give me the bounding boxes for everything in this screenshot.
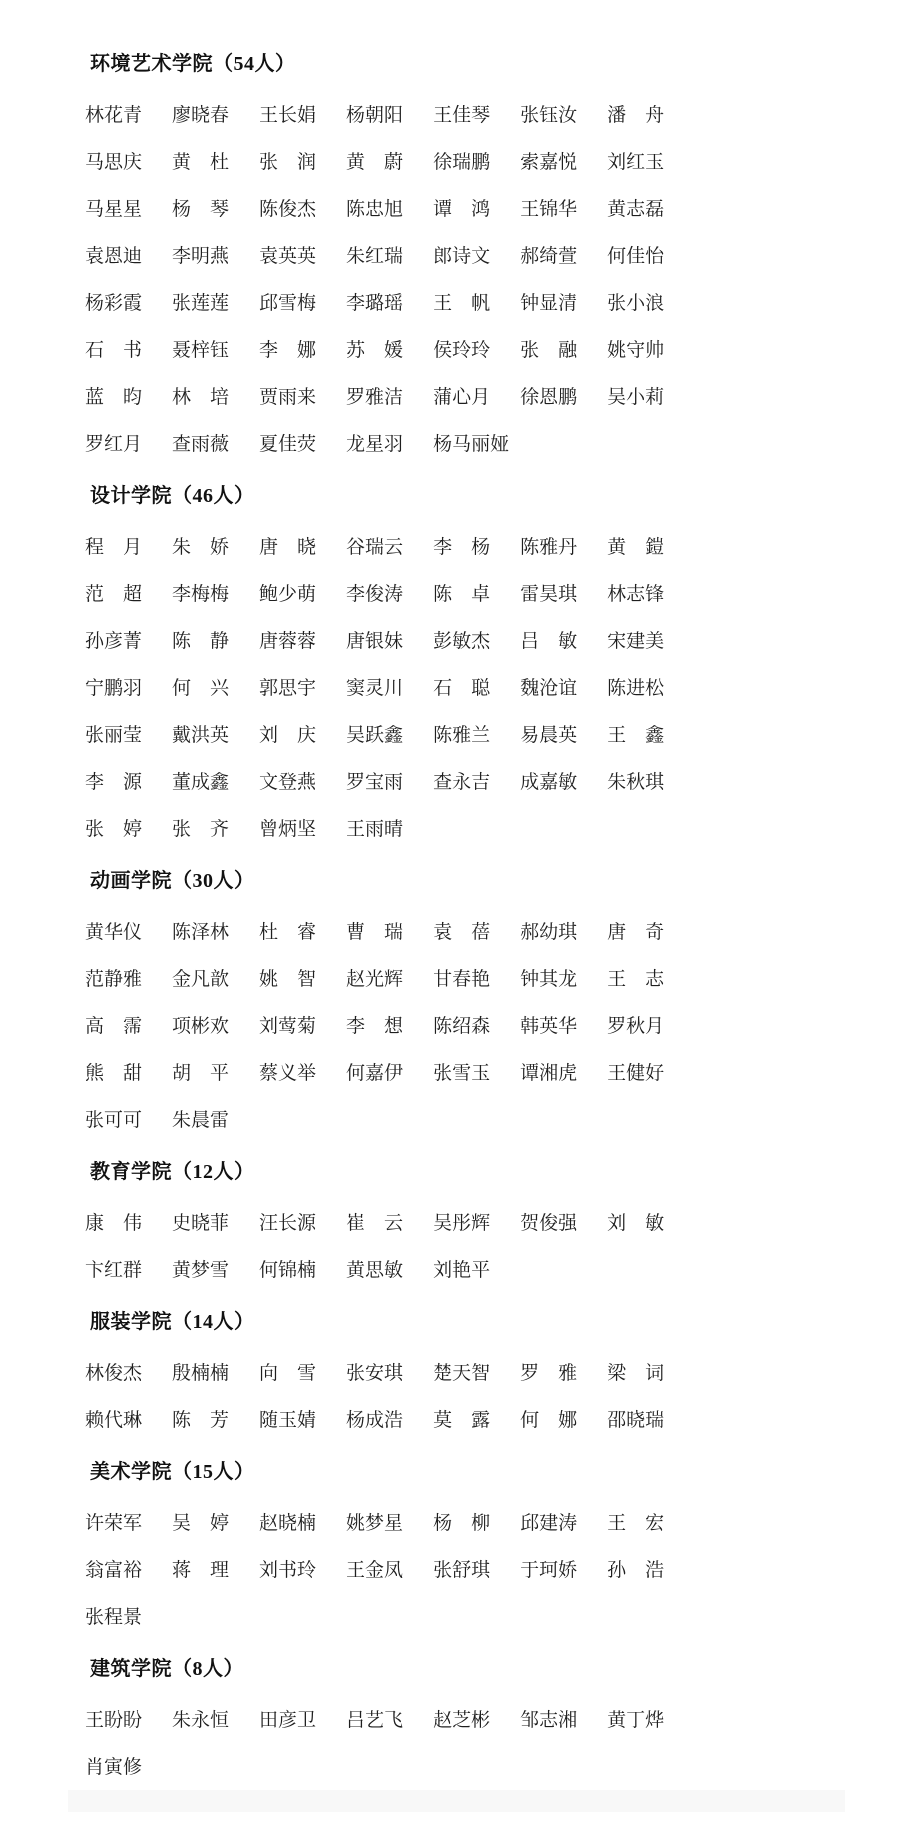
name-row	[85, 663, 850, 710]
person-name: 赵晓楠	[259, 1513, 317, 1534]
person-name: 黄 鎧	[607, 537, 665, 558]
person-name: 莫 露	[433, 1410, 491, 1431]
person-name: 殷楠楠	[172, 1363, 230, 1384]
person-name: 姚 智	[259, 969, 317, 990]
person-name: 蓝 昀	[85, 387, 143, 408]
person-name: 吕艺飞	[346, 1710, 404, 1731]
person-name: 曹 瑞	[346, 922, 404, 943]
person-name: 谷瑞云	[346, 537, 404, 558]
person-name: 康 伟	[85, 1213, 143, 1234]
person-name: 袁 蓓	[433, 922, 491, 943]
person-name: 张 婷	[85, 819, 143, 840]
person-name: 王 志	[607, 969, 665, 990]
person-name: 王 鑫	[607, 725, 665, 746]
person-name: 查雨薇	[172, 434, 230, 455]
person-name: 陈进松	[607, 678, 665, 699]
person-name: 罗 雅	[520, 1363, 578, 1384]
person-name: 黄 杜	[172, 152, 230, 173]
person-name: 陈 芳	[172, 1410, 230, 1431]
person-name: 吕 敏	[520, 631, 578, 652]
person-name: 林志锋	[607, 584, 665, 605]
person-name: 孙 浩	[607, 1560, 665, 1581]
person-name: 刘书玲	[259, 1560, 317, 1581]
person-name: 聂梓钰	[172, 340, 230, 361]
person-name: 向 雪	[259, 1363, 317, 1384]
person-name: 张 润	[259, 152, 317, 173]
name-row	[85, 1245, 850, 1292]
name-row	[85, 278, 850, 325]
person-name: 谭 鸿	[433, 199, 491, 220]
college-section	[85, 1158, 850, 1292]
person-name: 陈泽林	[172, 922, 230, 943]
person-name: 朱永恒	[172, 1710, 230, 1731]
college-section	[85, 1655, 850, 1789]
person-name: 张安琪	[346, 1363, 404, 1384]
person-name: 翁富裕	[85, 1560, 143, 1581]
person-name: 鲍少萌	[259, 584, 317, 605]
person-name: 姚守帅	[607, 340, 665, 361]
person-name: 崔 云	[346, 1213, 404, 1234]
name-row	[85, 1742, 850, 1789]
person-name: 许荣军	[85, 1513, 143, 1534]
person-name: 袁恩迪	[85, 246, 143, 267]
person-name: 钟其龙	[520, 969, 578, 990]
person-name: 郝绮萱	[520, 246, 578, 267]
person-name: 曾炳坚	[259, 819, 317, 840]
person-name: 侯玲玲	[433, 340, 491, 361]
name-row	[85, 616, 850, 663]
person-name: 宋建美	[607, 631, 665, 652]
person-name: 贾雨来	[259, 387, 317, 408]
person-name: 林俊杰	[85, 1363, 143, 1384]
person-name: 罗秋月	[607, 1016, 665, 1037]
person-name: 楚天智	[433, 1363, 491, 1384]
person-name: 石 聪	[433, 678, 491, 699]
name-row	[85, 954, 850, 1001]
person-name: 苏 媛	[346, 340, 404, 361]
person-name: 朱 娇	[172, 537, 230, 558]
college-section	[85, 1308, 850, 1442]
name-row	[85, 372, 850, 419]
person-name: 黄丁烨	[607, 1710, 665, 1731]
person-name: 李 想	[346, 1016, 404, 1037]
section-title: 美术学院（15人）	[90, 1461, 255, 1483]
name-row	[85, 1695, 850, 1742]
name-row	[85, 569, 850, 616]
person-name: 陈雅丹	[520, 537, 578, 558]
college-section	[85, 50, 850, 466]
person-name: 李 杨	[433, 537, 491, 558]
name-row	[85, 1198, 850, 1245]
person-name: 甘春艳	[433, 969, 491, 990]
person-name: 文登燕	[259, 772, 317, 793]
person-name: 肖寅修	[85, 1757, 143, 1778]
section-title: 环境艺术学院（54人）	[90, 53, 296, 75]
person-name: 何嘉伊	[346, 1063, 404, 1084]
person-name: 蒋 理	[172, 1560, 230, 1581]
person-name: 刘艳平	[433, 1260, 491, 1281]
person-name: 姚梦星	[346, 1513, 404, 1534]
person-name: 陈雅兰	[433, 725, 491, 746]
person-name: 唐 晓	[259, 537, 317, 558]
person-name: 赵芝彬	[433, 1710, 491, 1731]
person-name: 戴洪英	[172, 725, 230, 746]
section-title: 教育学院（12人）	[90, 1161, 255, 1183]
person-name: 唐 奇	[607, 922, 665, 943]
person-name: 杨成浩	[346, 1410, 404, 1431]
name-row	[85, 1395, 850, 1442]
person-name: 朱晨雷	[172, 1110, 230, 1131]
person-name: 于珂娇	[520, 1560, 578, 1581]
person-name: 何 娜	[520, 1410, 578, 1431]
person-name: 罗宝雨	[346, 772, 404, 793]
person-name: 林 培	[172, 387, 230, 408]
person-name: 吴跃鑫	[346, 725, 404, 746]
person-name: 吴彤辉	[433, 1213, 491, 1234]
college-section	[85, 1458, 850, 1639]
person-name: 唐银妹	[346, 631, 404, 652]
person-name: 李俊涛	[346, 584, 404, 605]
person-name: 马思庆	[85, 152, 143, 173]
person-name: 邹志湘	[520, 1710, 578, 1731]
person-name: 蒲心月	[433, 387, 491, 408]
person-name: 赵光辉	[346, 969, 404, 990]
person-name: 夏佳荧	[259, 434, 317, 455]
person-name: 李璐瑶	[346, 293, 404, 314]
name-row	[85, 1498, 850, 1545]
college-section	[85, 482, 850, 851]
name-row	[85, 757, 850, 804]
person-name: 查永吉	[433, 772, 491, 793]
person-name: 张丽莹	[85, 725, 143, 746]
name-row	[85, 1095, 850, 1142]
person-name: 赖代琳	[85, 1410, 143, 1431]
person-name: 刘红玉	[607, 152, 665, 173]
person-name: 郭思宇	[259, 678, 317, 699]
person-name: 张钰汝	[520, 105, 578, 126]
person-name: 王盼盼	[85, 1710, 143, 1731]
person-name: 彭敏杰	[433, 631, 491, 652]
person-name: 李 娜	[259, 340, 317, 361]
person-name: 邱建涛	[520, 1513, 578, 1534]
person-name: 杨彩霞	[85, 293, 143, 314]
section-title: 动画学院（30人）	[90, 870, 255, 892]
person-name: 刘莺菊	[259, 1016, 317, 1037]
person-name: 张 齐	[172, 819, 230, 840]
person-name: 黄梦雪	[172, 1260, 230, 1281]
person-name: 杨马丽娅	[433, 434, 510, 455]
person-name: 李明燕	[172, 246, 230, 267]
person-name: 王长娟	[259, 105, 317, 126]
person-name: 刘 敏	[607, 1213, 665, 1234]
person-name: 何 兴	[172, 678, 230, 699]
name-row	[85, 1348, 850, 1395]
person-name: 杨 琴	[172, 199, 230, 220]
person-name: 谭湘虎	[520, 1063, 578, 1084]
person-name: 黄 蔚	[346, 152, 404, 173]
person-name: 张小浪	[607, 293, 665, 314]
name-row	[85, 325, 850, 372]
person-name: 董成鑫	[172, 772, 230, 793]
person-name: 杜 睿	[259, 922, 317, 943]
person-name: 陈 卓	[433, 584, 491, 605]
person-name: 廖晓春	[172, 105, 230, 126]
name-row	[85, 419, 850, 466]
person-name: 徐恩鹏	[520, 387, 578, 408]
person-name: 张莲莲	[172, 293, 230, 314]
person-name: 魏沧谊	[520, 678, 578, 699]
college-name-lists	[85, 50, 850, 1789]
person-name: 王金凤	[346, 1560, 404, 1581]
person-name: 郝幼琪	[520, 922, 578, 943]
person-name: 张程景	[85, 1607, 143, 1628]
person-name: 高 霈	[85, 1016, 143, 1037]
name-row	[85, 907, 850, 954]
name-row	[85, 804, 850, 851]
name-row	[85, 522, 850, 569]
person-name: 朱秋琪	[607, 772, 665, 793]
footer-highlight-band	[68, 1790, 845, 1812]
name-row	[85, 137, 850, 184]
person-name: 唐蓉蓉	[259, 631, 317, 652]
person-name: 张可可	[85, 1110, 143, 1131]
person-name: 罗红月	[85, 434, 143, 455]
person-name: 随玉婧	[259, 1410, 317, 1431]
college-section	[85, 867, 850, 1142]
name-row	[85, 231, 850, 278]
person-name: 林花青	[85, 105, 143, 126]
person-name: 潘 舟	[607, 105, 665, 126]
person-name: 王 宏	[607, 1513, 665, 1534]
person-name: 陈绍森	[433, 1016, 491, 1037]
person-name: 蔡义举	[259, 1063, 317, 1084]
person-name: 黄华仪	[85, 922, 143, 943]
person-name: 杨 柳	[433, 1513, 491, 1534]
person-name: 贺俊强	[520, 1213, 578, 1234]
person-name: 胡 平	[172, 1063, 230, 1084]
person-name: 雷昊琪	[520, 584, 578, 605]
person-name: 史晓菲	[172, 1213, 230, 1234]
person-name: 窦灵川	[346, 678, 404, 699]
person-name: 石 书	[85, 340, 143, 361]
section-title: 设计学院（46人）	[90, 485, 255, 507]
person-name: 陈 静	[172, 631, 230, 652]
person-name: 李 源	[85, 772, 143, 793]
person-name: 吴小莉	[607, 387, 665, 408]
section-title: 服装学院（14人）	[90, 1311, 255, 1333]
person-name: 陈忠旭	[346, 199, 404, 220]
person-name: 李梅梅	[172, 584, 230, 605]
name-row	[85, 1048, 850, 1095]
person-name: 吴 婷	[172, 1513, 230, 1534]
person-name: 卞红群	[85, 1260, 143, 1281]
person-name: 熊 甜	[85, 1063, 143, 1084]
person-name: 范静雅	[85, 969, 143, 990]
section-title: 建筑学院（8人）	[90, 1658, 244, 1680]
person-name: 刘 庆	[259, 725, 317, 746]
person-name: 郎诗文	[433, 246, 491, 267]
person-name: 黄志磊	[607, 199, 665, 220]
person-name: 金凡歆	[172, 969, 230, 990]
person-name: 索嘉悦	[520, 152, 578, 173]
person-name: 王雨晴	[346, 819, 404, 840]
person-name: 袁英英	[259, 246, 317, 267]
person-name: 梁 词	[607, 1363, 665, 1384]
person-name: 田彦卫	[259, 1710, 317, 1731]
name-row	[85, 184, 850, 231]
person-name: 徐瑞鹏	[433, 152, 491, 173]
person-name: 邱雪梅	[259, 293, 317, 314]
person-name: 朱红瑞	[346, 246, 404, 267]
person-name: 王佳琴	[433, 105, 491, 126]
person-name: 成嘉敏	[520, 772, 578, 793]
person-name: 韩英华	[520, 1016, 578, 1037]
person-name: 程 月	[85, 537, 143, 558]
person-name: 易晨英	[520, 725, 578, 746]
person-name: 龙星羽	[346, 434, 404, 455]
person-name: 王 帆	[433, 293, 491, 314]
name-row	[85, 90, 850, 137]
person-name: 宁鹏羽	[85, 678, 143, 699]
person-name: 何佳怡	[607, 246, 665, 267]
person-name: 张 融	[520, 340, 578, 361]
person-name: 张雪玉	[433, 1063, 491, 1084]
person-name: 项彬欢	[172, 1016, 230, 1037]
person-name: 马星星	[85, 199, 143, 220]
person-name: 王锦华	[520, 199, 578, 220]
person-name: 王健好	[607, 1063, 665, 1084]
person-name: 孙彦菁	[85, 631, 143, 652]
person-name: 邵晓瑞	[607, 1410, 665, 1431]
person-name: 罗雅洁	[346, 387, 404, 408]
person-name: 钟显清	[520, 293, 578, 314]
person-name: 杨朝阳	[346, 105, 404, 126]
name-row	[85, 1592, 850, 1639]
person-name: 张舒琪	[433, 1560, 491, 1581]
person-name: 汪长源	[259, 1213, 317, 1234]
name-row	[85, 1001, 850, 1048]
name-row	[85, 1545, 850, 1592]
person-name: 陈俊杰	[259, 199, 317, 220]
person-name: 何锦楠	[259, 1260, 317, 1281]
person-name: 黄思敏	[346, 1260, 404, 1281]
person-name: 范 超	[85, 584, 143, 605]
name-row	[85, 710, 850, 757]
